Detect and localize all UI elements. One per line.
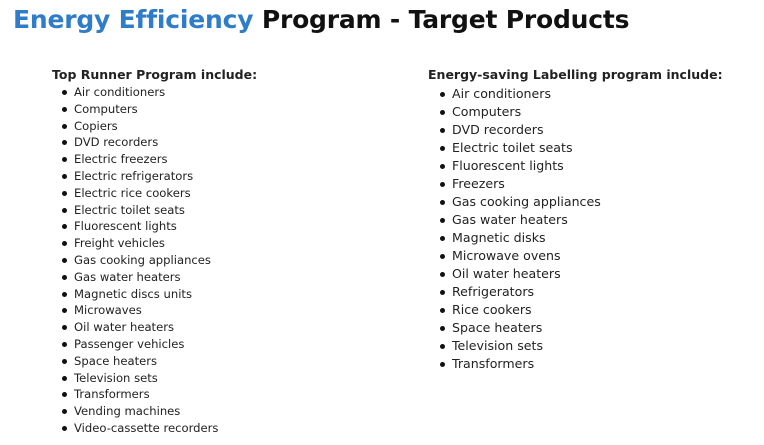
list-item: Magnetic discs units <box>52 286 257 303</box>
list-item: Gas water heaters <box>428 211 723 229</box>
list-item: DVD recorders <box>52 134 257 151</box>
list-item: Electric refrigerators <box>52 168 257 185</box>
list-item: Freezers <box>428 175 723 193</box>
list-item: Gas cooking appliances <box>52 252 257 269</box>
list-item: Transformers <box>428 355 723 373</box>
top-runner-column <box>52 67 257 437</box>
labelling-column <box>428 67 723 373</box>
list-item: Oil water heaters <box>52 319 257 336</box>
top-runner-heading: Top Runner Program include: <box>52 67 258 82</box>
list-item: Space heaters <box>428 319 723 337</box>
title-accent: Energy Efficiency <box>13 5 254 34</box>
list-item: Rice cookers <box>428 301 723 319</box>
list-item: Computers <box>52 101 257 118</box>
list-item: Vending machines <box>52 403 257 420</box>
list-item: Computers <box>428 103 723 121</box>
list-item: Electric toilet seats <box>52 202 257 219</box>
list-item: Oil water heaters <box>428 265 723 283</box>
list-item: Gas cooking appliances <box>428 193 723 211</box>
list-item: Microwaves <box>52 302 257 319</box>
list-item: DVD recorders <box>428 121 723 139</box>
list-item: Electric toilet seats <box>428 139 723 157</box>
list-item: Electric rice cookers <box>52 185 257 202</box>
list-item: Air conditioners <box>428 85 723 103</box>
labelling-heading: Energy-saving Labelling program include: <box>428 67 723 82</box>
list-item: Gas water heaters <box>52 269 257 286</box>
list-item: Microwave ovens <box>428 247 723 265</box>
list-item: Television sets <box>52 370 257 387</box>
list-item: Fluorescent lights <box>52 218 257 235</box>
list-item: Air conditioners <box>52 84 257 101</box>
list-item: Electric freezers <box>52 151 257 168</box>
list-item: Passenger vehicles <box>52 336 257 353</box>
top-runner-list <box>52 84 257 437</box>
list-item: Video-cassette recorders <box>52 420 257 437</box>
labelling-list <box>428 85 723 373</box>
list-item: Space heaters <box>52 353 257 370</box>
page-title <box>13 3 629 37</box>
list-item: Copiers <box>52 118 257 135</box>
title-rest: Program - Target Products <box>253 5 630 34</box>
list-item: Freight vehicles <box>52 235 257 252</box>
list-item: Transformers <box>52 386 257 403</box>
list-item: Magnetic disks <box>428 229 723 247</box>
list-item: Refrigerators <box>428 283 723 301</box>
list-item: Fluorescent lights <box>428 157 723 175</box>
list-item: Television sets <box>428 337 723 355</box>
